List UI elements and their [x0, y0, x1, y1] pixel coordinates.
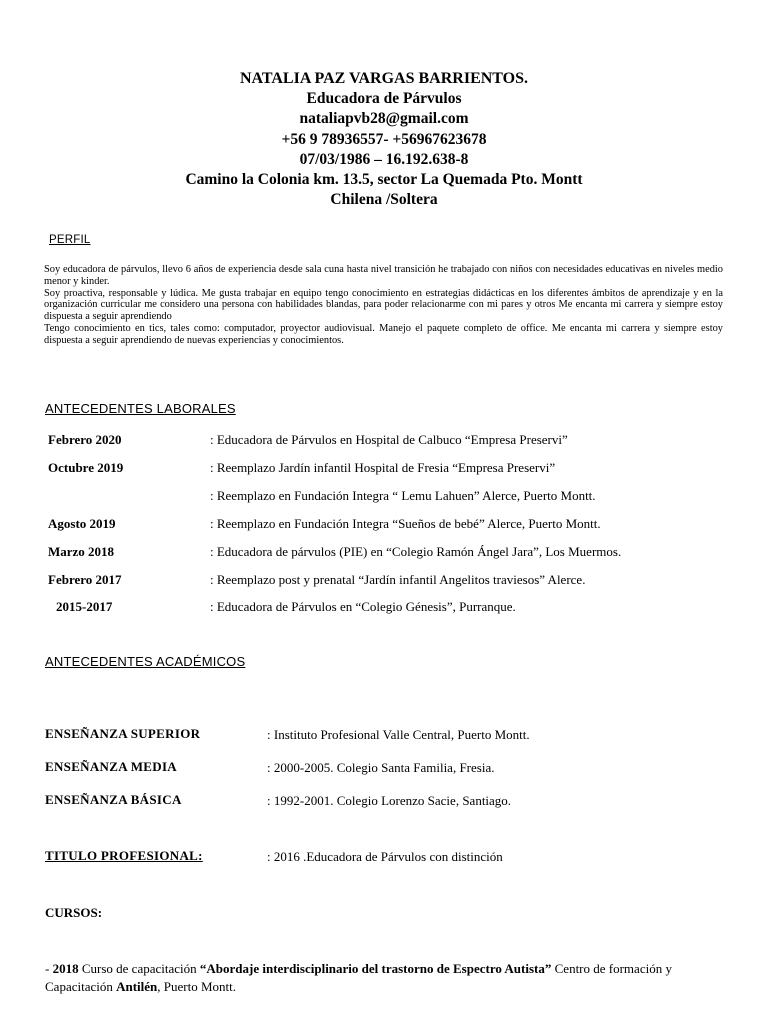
- course-place: Antilén: [116, 979, 158, 994]
- job-description: : Educadora de párvulos (PIE) en “Colegio Ramón Ángel Jara”, Los Muermos.: [210, 544, 622, 559]
- perfil-title: PERFIL: [49, 234, 91, 246]
- birth-id: 07/03/1986 – 16.192.638-8: [299, 150, 469, 168]
- job-description: : Reemplazo post y prenatal “Jardín infantil Angelitos traviesos” Alerce.: [210, 572, 586, 587]
- job-date: Febrero 2020: [48, 432, 122, 447]
- titulo-value: : 2016 .Educadora de Párvulos con distinción: [267, 849, 503, 864]
- job-description: : Reemplazo en Fundación Integra “Sueños de bebé” Alerce, Puerto Montt.: [210, 516, 601, 531]
- job-date: Marzo 2018: [48, 544, 115, 559]
- perfil-text: [44, 264, 723, 347]
- course-year: 2018: [52, 961, 79, 976]
- phones: +56 9 78936557- +56967623678: [281, 130, 487, 148]
- cv-header: [0, 68, 768, 211]
- perfil-paragraph: Tengo conocimiento en tics, tales como: computador, proyector audiovisual. Manejo el paquete completo de office. Me encanta mi carrera y siempre estoy dispuesta a seguir aprendiendo de nuevas experiencias y conocimientos.: [44, 322, 723, 346]
- laborales-title: ANTECEDENTES LABORALES: [45, 401, 236, 416]
- profession: Educadora de Párvulos: [306, 90, 462, 107]
- cursos-label: CURSOS:: [45, 905, 103, 920]
- education-institution: : 1992-2001. Colegio Lorenzo Sacie, Santiago.: [267, 793, 512, 808]
- education-institution: : 2000-2005. Colegio Santa Familia, Fresia.: [267, 760, 495, 775]
- course-prefix: -: [45, 961, 53, 976]
- job-date: Febrero 2017: [48, 572, 122, 587]
- education-level: ENSEÑANZA MEDIA: [45, 759, 177, 774]
- perfil-paragraph: Soy educadora de párvulos, llevo 6 años de experiencia desde sala cuna hasta nivel transición he trabajado con niños con necesidades educativas en niveles medio menor y kinder.: [44, 264, 723, 287]
- education-institution: : Instituto Profesional Valle Central, Puerto Montt.: [267, 727, 530, 742]
- education-level: ENSEÑANZA SUPERIOR: [45, 726, 201, 741]
- nationality: Chilena /Soltera: [330, 191, 438, 209]
- address: Camino la Colonia km. 13.5, sector La Quemada Pto. Montt: [185, 171, 583, 189]
- job-date: 2015-2017: [56, 599, 113, 614]
- job-date: Agosto 2019: [48, 516, 116, 531]
- job-description: : Reemplazo en Fundación Integra “ Lemu Lahuen” Alerce, Puerto Montt.: [210, 488, 596, 503]
- job-date: Octubre 2019: [48, 460, 124, 475]
- education-level: ENSEÑANZA BÁSICA: [45, 792, 182, 807]
- job-description: : Reemplazo Jardín infantil Hospital de Fresia “Empresa Preservi”: [210, 460, 556, 475]
- email: nataliapvb28@gmail.com: [299, 110, 469, 128]
- course-text: Centro de formación y Capacitación: [45, 961, 672, 994]
- titulo-label: TITULO PROFESIONAL:: [45, 848, 203, 863]
- course-entry: [45, 960, 725, 996]
- job-description: : Educadora de Párvulos en Hospital de Calbuco “Empresa Preservi”: [210, 432, 568, 447]
- course-name: “Abordaje interdisciplinario del trastorno de Espectro Autista”: [199, 961, 552, 976]
- course-text: Curso de capacitación: [78, 961, 200, 976]
- job-description: : Educadora de Párvulos en “Colegio Génesis”, Purranque.: [210, 599, 516, 614]
- candidate-name: NATALIA PAZ VARGAS BARRIENTOS.: [239, 70, 529, 87]
- perfil-paragraph: Soy proactiva, responsable y lúdica. Me gusta trabajar en equipo tengo conocimiento en estrategias didácticas en los diferentes ámbitos de aprendizaje y en la organización curricular me considero una persona con habilidades blandas, para poder relacionarme con mi pares y otros Me encanta mi carrera y siempre estoy dispuesta a seguir aprendiendo: [44, 287, 723, 323]
- course-text: , Puerto Montt.: [157, 979, 237, 994]
- academicos-title: ANTECEDENTES ACADÉMICOS: [45, 654, 246, 669]
